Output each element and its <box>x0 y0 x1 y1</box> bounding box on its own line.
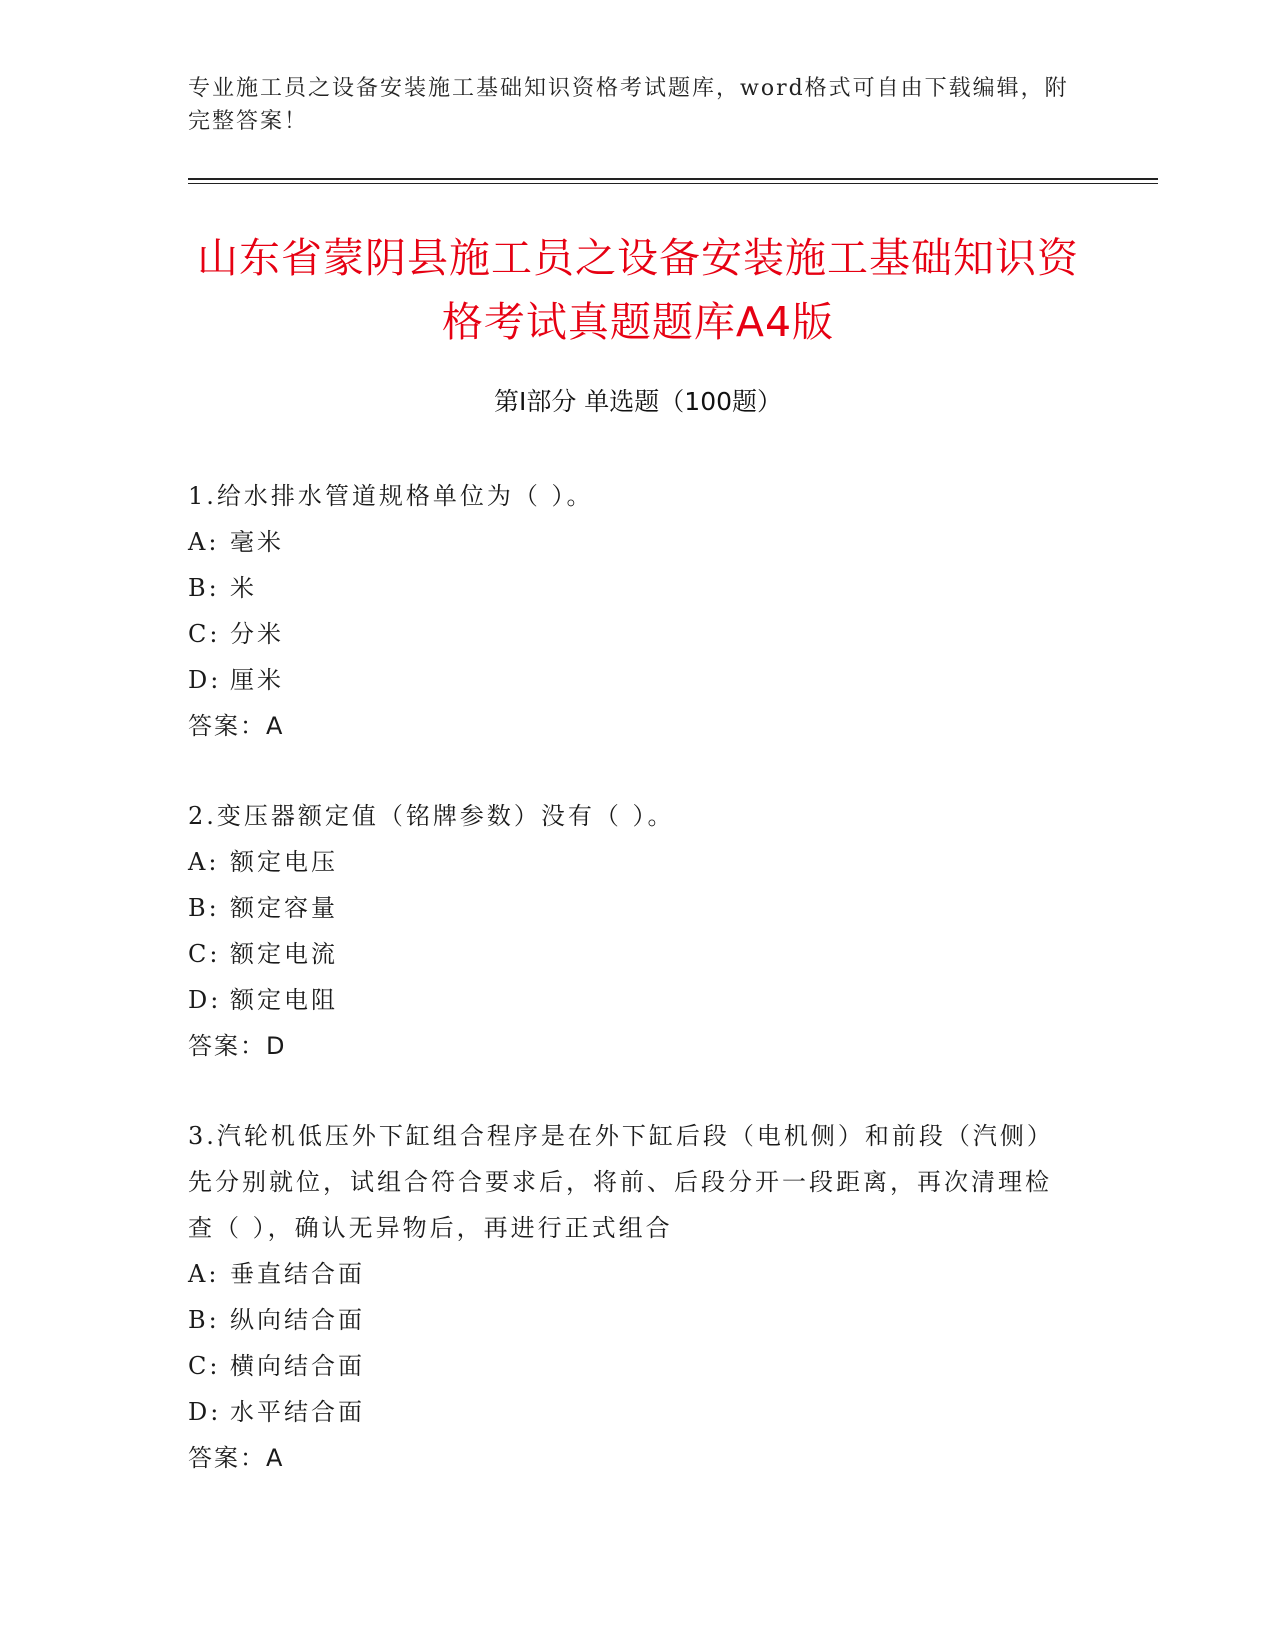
option-a <box>188 519 1068 565</box>
option-c <box>188 611 1068 657</box>
option-text: 额定电流 <box>230 940 338 968</box>
option-key: B: <box>188 574 220 602</box>
question-stem: 3.汽轮机低压外下缸组合程序是在外下缸后段（电机侧）和前段（汽侧）先分别就位，试组合符合要求后，将前、后段分开一段距离，再次清理检查（ ），确认无异物后，再进行正式组合 <box>188 1122 1054 1242</box>
option-text: 分米 <box>230 620 284 648</box>
question-stem: 1.给水排水管道规格单位为（ ）。 <box>188 482 594 510</box>
option-text: 毫米 <box>230 528 284 556</box>
option-c <box>188 1343 1068 1389</box>
option-text: 额定电压 <box>230 848 338 876</box>
header-divider-thick <box>188 178 1158 180</box>
question-block <box>188 1113 1068 1481</box>
option-b <box>188 1297 1068 1343</box>
option-c <box>188 931 1068 977</box>
option-key: B: <box>188 894 220 922</box>
option-a <box>188 1251 1068 1297</box>
option-key: A: <box>188 528 220 556</box>
question-stem: 2.变压器额定值（铭牌参数）没有（ ）。 <box>188 802 675 830</box>
option-key: D: <box>188 1398 222 1426</box>
option-text: 横向结合面 <box>230 1352 365 1380</box>
answer-line: 答案：D <box>188 1032 287 1060</box>
option-key: A: <box>188 1260 220 1288</box>
option-d <box>188 977 1068 1023</box>
answer-line: 答案：A <box>188 712 285 740</box>
option-key: A: <box>188 848 220 876</box>
option-d <box>188 1389 1068 1435</box>
option-key: D: <box>188 666 222 694</box>
option-key: C: <box>188 1352 221 1380</box>
option-text: 垂直结合面 <box>230 1260 365 1288</box>
option-text: 额定容量 <box>230 894 338 922</box>
option-key: B: <box>188 1306 220 1334</box>
option-key: C: <box>188 940 221 968</box>
option-text: 纵向结合面 <box>230 1306 365 1334</box>
section-title: 第I部分 单选题（100题） <box>493 387 783 416</box>
option-key: D: <box>188 986 222 1014</box>
option-text: 额定电阻 <box>230 986 338 1014</box>
question-block <box>188 473 1068 749</box>
question-block <box>188 793 1068 1069</box>
option-text: 厘米 <box>230 666 284 694</box>
option-a <box>188 839 1068 885</box>
document-title: 山东省蒙阴县施工员之设备安装施工基础知识资格考试真题题库A4版 <box>197 234 1079 346</box>
option-b <box>188 565 1068 611</box>
option-text: 米 <box>230 574 257 602</box>
option-text: 水平结合面 <box>230 1398 365 1426</box>
header-note: 专业施工员之设备安装施工基础知识资格考试题库，word格式可自由下载编辑，附完整答案！ <box>188 76 1069 134</box>
option-b <box>188 885 1068 931</box>
header-divider-thin <box>188 183 1158 184</box>
option-key: C: <box>188 620 221 648</box>
answer-line: 答案：A <box>188 1444 285 1472</box>
option-d <box>188 657 1068 703</box>
